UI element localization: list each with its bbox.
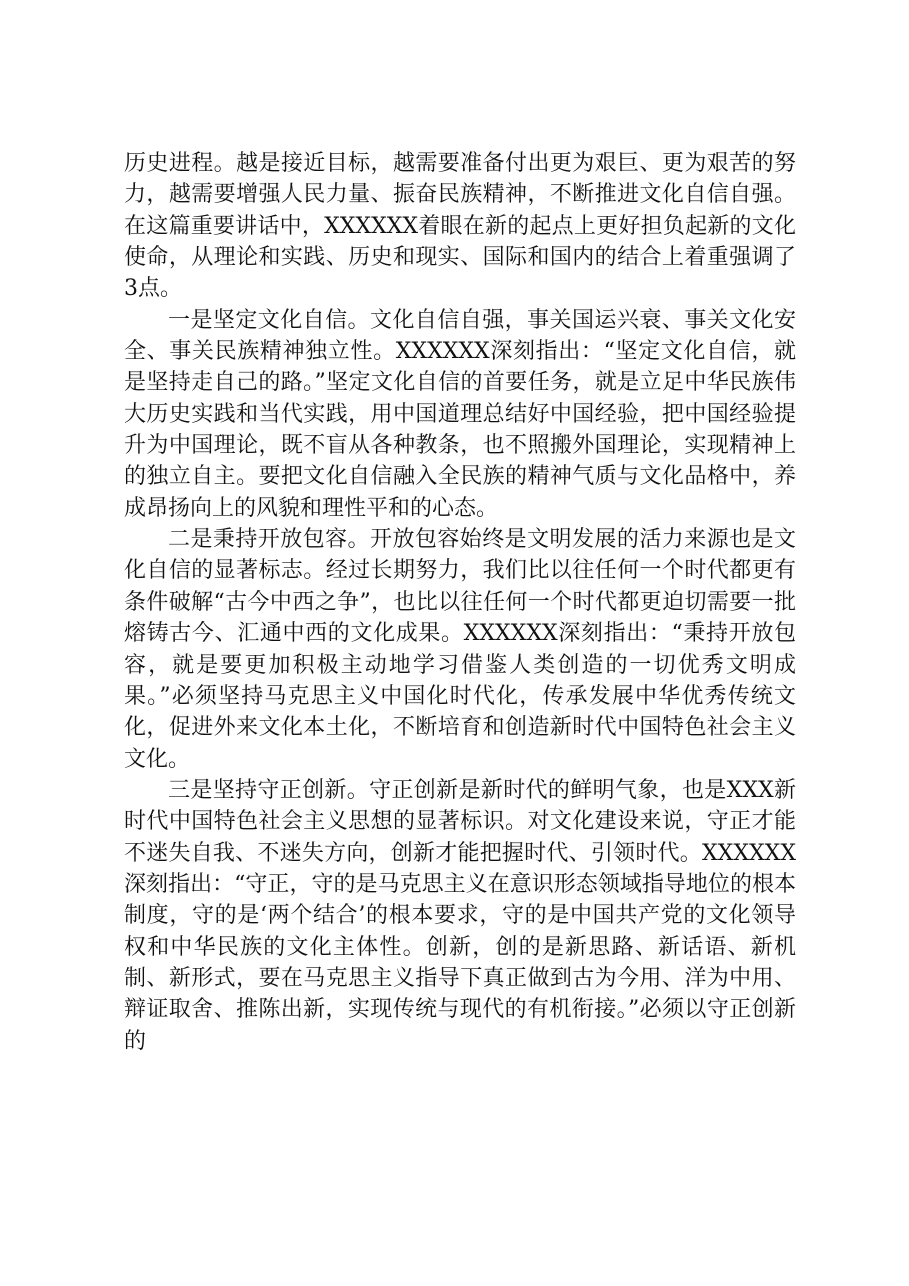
paragraph-integrity-innovation: 三是坚持守正创新。守正创新是新时代的鲜明气象，也是XXX新时代中国特色社会主义思想的显著标识。对文化建设来说，守正才能不迷失自我、不迷失方向，创新才能把握时代、引领时代。XXXXXX深刻指出：“守正，守的是马克思主义在意识形态领域指导地位的根本制度，守的是‘两个结合’的根本要求，守的是中国共产党的文化领导权和中华民族的文化主体性。创新，创的是新思路、新话语、新机制、新形式，要在马克思主义指导下真正做到古为今用、洋为中用、辩证取舍、推陈出新，实现传统与现代的有机衔接。”必须以守正创新的: [124, 777, 796, 1054]
paragraph-intro-continuation: 历史进程。越是接近目标，越需要准备付出更为艰巨、更为艰苦的努力，越需要增强人民力量、振奋民族精神，不断推进文化自信自强。在这篇重要讲话中，XXXXXX着眼在新的起点上更好担负起新的文化使命，从理论和实践、历史和现实、国际和国内的结合上着重强调了3点。: [124, 151, 796, 302]
paragraph-openness-inclusiveness: 二是秉持开放包容。开放包容始终是文明发展的活力来源也是文化自信的显著标志。经过长期努力，我们比以往任何一个时代都更有条件破解“古今中西之争”，也比以往任何一个时代都更迫切需要一批熔铸古今、汇通中西的文化成果。XXXXXX深刻指出：“秉持开放包容，就是要更加积极主动地学习借鉴人类创造的一切优秀文明成果。”必须坚持马克思主义中国化时代化，传承发展中华优秀传统文化，促进外来文化本土化，不断培育和创造新时代中国特色社会主义文化。: [124, 527, 796, 772]
document-body: [124, 148, 796, 1057]
paragraph-cultural-confidence: 一是坚定文化自信。文化自信自强，事关国运兴衰、事关文化安全、事关民族精神独立性。XXXXXX深刻指出：“坚定文化自信，就是坚持走自己的路。”坚定文化自信的首要任务，就是立足中华民族伟大历史实践和当代实践，用中国道理总结好中国经验，把中国经验提升为中国理论，既不盲从各种教条，也不照搬外国理论，实现精神上的独立自主。要把文化自信融入全民族的精神气质与文化品格中，养成昂扬向上的风貌和理性平和的心态。: [124, 307, 796, 521]
